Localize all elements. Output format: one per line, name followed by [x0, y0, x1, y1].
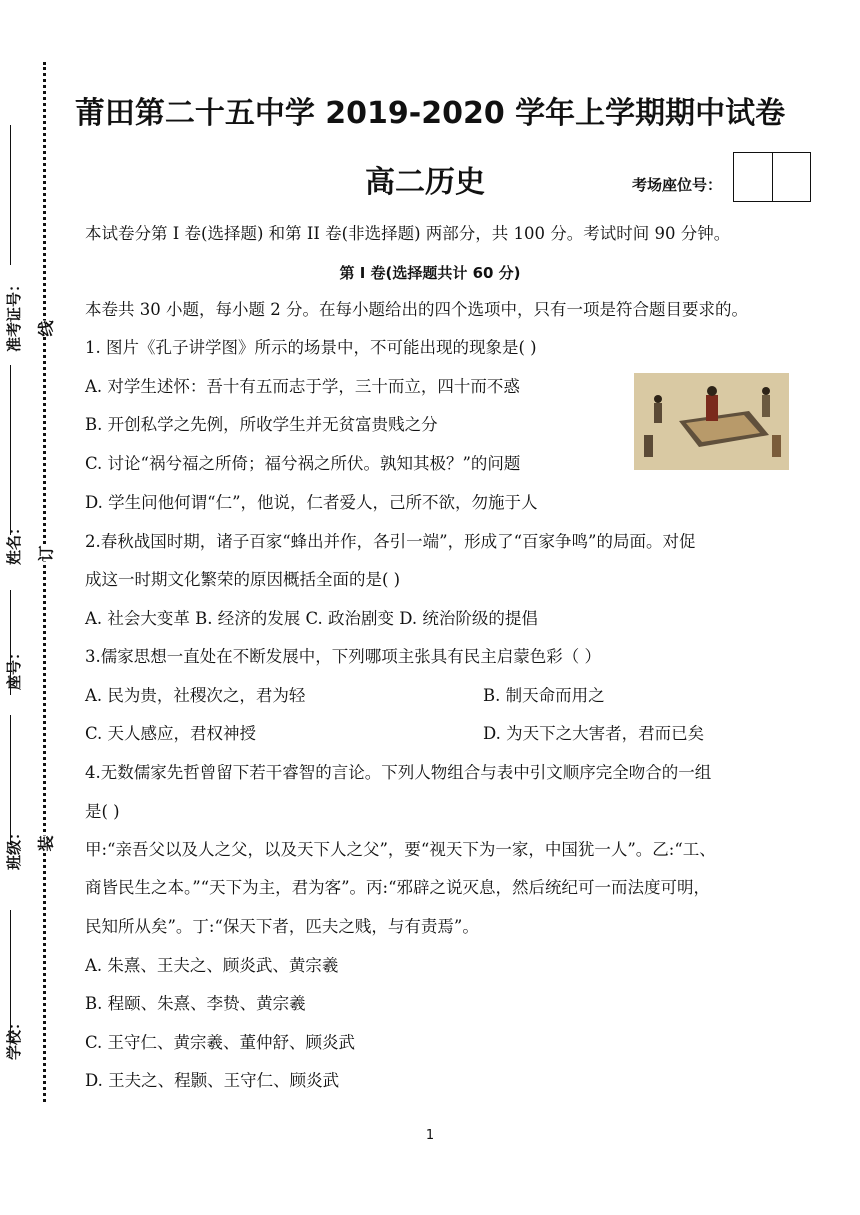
exam-number-label: 准考证号：	[5, 276, 23, 352]
question-4-option-b: B. 程颐、朱熹、李贽、黄宗羲	[85, 994, 306, 1013]
question-3-option-c: C. 天人感应，君权神授	[85, 724, 257, 743]
name-label: 姓名：	[5, 519, 23, 565]
seat-digit-cell[interactable]	[772, 153, 811, 201]
section-heading: 第 I 卷(选择题共计 60 分)	[339, 264, 521, 282]
question-4-stem-line2: 是( )	[85, 802, 120, 821]
question-1-stem: 1. 图片《孔子讲学图》所示的场景中，不可能出现的现象是( )	[85, 338, 537, 357]
question-3-stem: 3.儒家思想一直处在不断发展中，下列哪项主张具有民主启蒙色彩（ ）	[85, 647, 601, 666]
question-4-option-c: C. 王守仁、黄宗羲、董仲舒、顾炎武	[85, 1033, 356, 1052]
exam-number-underline	[10, 125, 11, 265]
question-4-quote-line3: 民知所从矣”。丁:“保天下者，匹夫之贱，与有责焉”。	[85, 917, 479, 936]
name-underline	[10, 365, 11, 535]
question-3-option-a: A. 民为贵，社稷次之，君为轻	[85, 686, 306, 705]
question-1-option-a: A. 对学生述怀：吾十有五而志于学，三十而立，四十而不惑	[85, 377, 520, 396]
cut-word-line: 线	[32, 320, 59, 336]
question-4-stem-line1: 4.无数儒家先哲曾留下若干睿智的言论。下列人物组合与表中引文顺序完全吻合的一组	[85, 763, 712, 782]
question-2-options: A. 社会大变革 B. 经济的发展 C. 政治剧变 D. 统治阶级的提倡	[85, 609, 538, 628]
question-3-option-b: B. 制天命而用之	[483, 686, 605, 705]
question-2-stem-line2: 成这一时期文化繁荣的原因概括全面的是( )	[85, 570, 401, 589]
question-4-option-d: D. 王夫之、程颢、王守仁、顾炎武	[85, 1071, 340, 1090]
question-4-quote-line2: 商皆民生之本。”“天下为主，君为客”。丙:“邪辟之说灭息，然后统纪可一而法度可明，	[85, 878, 711, 897]
intro-text: 本试卷分第 I 卷(选择题) 和第 II 卷(非选择题) 两部分，共 100 分。考试时间 90 分钟。	[85, 224, 731, 243]
question-1-option-c: C. 讨论“祸兮福之所倚；福兮祸之所伏。孰知其极？”的问题	[85, 454, 521, 473]
dotted-cut-line	[43, 62, 46, 1102]
section-instructions: 本卷共 30 小题，每小题 2 分。在每小题给出的四个选项中，只有一项是符合题目要求的。	[85, 300, 748, 319]
question-3-option-d: D. 为天下之大害者，君而已矣	[483, 724, 705, 743]
binding-margin	[0, 0, 60, 1215]
seat-number-label: 考场座位号：	[632, 176, 723, 194]
question-2-stem-line1: 2.春秋战国时期，诸子百家“蜂出并作，各引一端”，形成了“百家争鸣”的局面。对促	[85, 532, 696, 551]
cut-word-bind: 订	[32, 545, 59, 561]
class-label: 班级：	[5, 824, 23, 870]
question-4-quote-line1: 甲:“亲吾父以及人之父，以及天下人之父”，要“视天下为一家，中国犹一人”。乙:“工、	[85, 840, 716, 859]
seat-digit-cell[interactable]	[734, 153, 772, 201]
school-label: 学校：	[5, 1014, 23, 1060]
seat-number-box[interactable]	[733, 152, 811, 202]
cut-word-install: 装	[32, 835, 59, 851]
question-1-option-b: B. 开创私学之先例，所收学生并无贫富贵贱之分	[85, 415, 438, 434]
subject-title: 高二历史	[365, 165, 485, 200]
page-number: 1	[425, 1128, 435, 1143]
exam-title: 莆田第二十五中学 2019-2020 学年上学期期中试卷	[74, 96, 786, 131]
question-1-option-d: D. 学生问他何谓“仁”，他说，仁者爱人，己所不欲，勿施于人	[85, 493, 538, 512]
confucius-teaching-painting-icon	[634, 373, 789, 470]
question-4-option-a: A. 朱熹、王夫之、顾炎武、黄宗羲	[85, 956, 339, 975]
seat-number-label: 座号：	[5, 644, 23, 690]
